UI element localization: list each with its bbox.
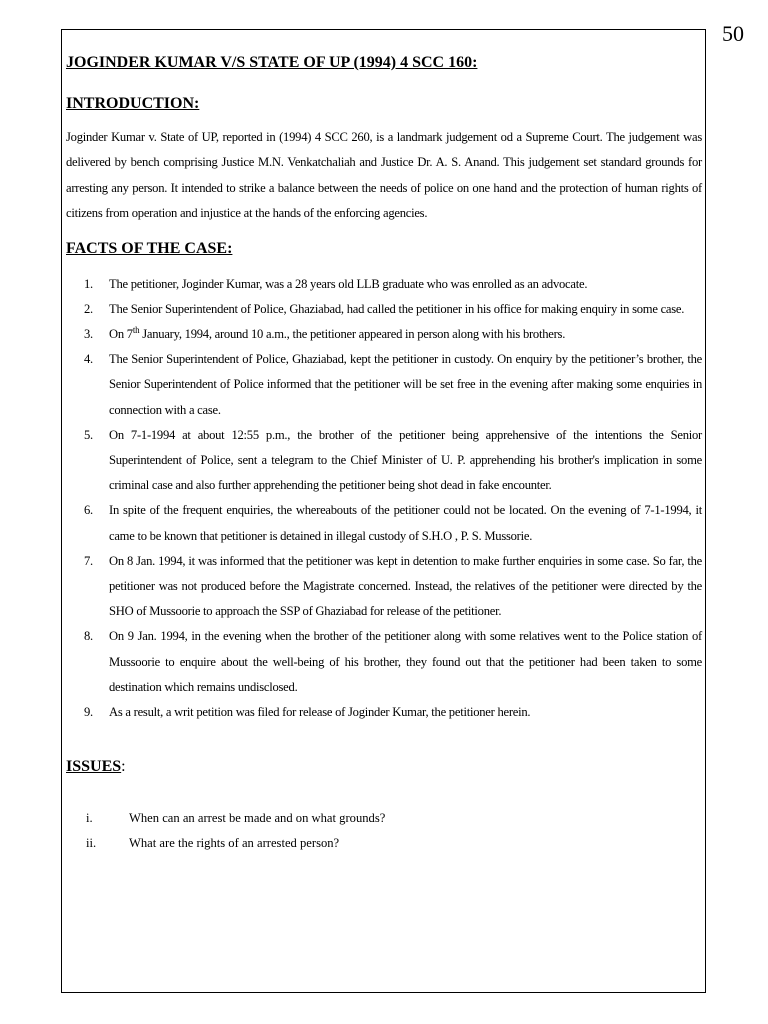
facts-list [66,272,702,726]
case-title: JOGINDER KUMAR V/S STATE OF UP (1994) 4 SCC 160: [66,54,478,71]
fact-item-5 [66,423,702,499]
fact-text: On 9 Jan. 1994, in the evening when the brother of the petitioner along with some relatives went to the Police station of Mussoorie to enquire about the well-being of his brother, they found out that the petitioner had been taken to some destination which remains undisclosed. [109,629,702,694]
fact-text-end: January, 1994, around 10 a.m., the petitioner appeared in person along with his brothers. [139,327,566,342]
issue-item-1 [66,806,702,831]
fact-number: 2. [84,301,93,316]
issues-list [66,806,702,856]
fact-number: 4. [84,352,93,367]
ordinal-suffix: th [132,324,140,335]
fact-text: On 8 Jan. 1994, it was informed that the petitioner was kept in detention to make further enquiries in some case. So far, the petitioner was not produced before the Magistrate concerned. Instead, the relatives of the petitioner were directed by the SHO of Mussoorie to approach the SSP of Ghaziabad for release of the petitioner. [109,553,702,619]
issues-heading-line [66,756,702,778]
fact-number: 6. [84,503,93,518]
fact-number: 7. [84,553,93,568]
issue-text: What are the rights of an arrested person? [129,836,340,851]
introduction-paragraph: Joginder Kumar v. State of UP, reported in (1994) 4 SCC 260, is a landmark judgement od a Supreme Court. The judgement was delivered by bench comprising Justice M.N. Venkatchaliah and Justice Dr. A. S. Anand. This judgement set standard grounds for arresting any person. It intended to strike a balance between the needs of police on one hand and the protection of human rights of citizens from operation and injustice at the hands of the enforcing agencies. [66,130,702,221]
fact-item-6 [66,498,702,548]
issue-number: ii. [86,836,97,851]
fact-item-7 [66,549,702,625]
fact-item-3 [66,322,702,347]
fact-number: 9. [84,705,93,720]
fact-number: 8. [84,629,93,644]
issue-number: i. [86,811,93,826]
fact-text: On 7-1-1994 at about 12:55 p.m., the brother of the petitioner being apprehensive of the intentions the Senior Superintendent of Police, sent a telegram to the Chief Minister of U. P. apprehending his brother's implication in some criminal case and also further apprehending the petitioner being shot dead in fake encounter. [109,427,702,493]
fact-text: As a result, a writ petition was filed for release of Joginder Kumar, the petitioner herein. [109,705,531,720]
fact-text: The Senior Superintendent of Police, Ghaziabad, kept the petitioner in custody. On enquiry by the petitioner’s brother, the Senior Superintendent of Police informed that the petitioner will be set free in the evening after making some enquiries in connection with a case. [109,352,702,417]
fact-number: 1. [84,276,93,291]
fact-item-2 [66,297,702,322]
fact-number: 5. [84,427,93,442]
fact-text-start: On 7 [109,327,133,342]
fact-text: In spite of the frequent enquiries, the whereabouts of the petitioner could not be located. On the evening of 7-1-1994, it came to be known that petitioner is detained in illegal custody of S.H.O , P. S. Mussorie. [109,503,702,543]
fact-item-8 [66,624,702,700]
page-number: 50 [722,21,744,46]
issue-text: When can an arrest be made and on what grounds? [129,811,386,826]
fact-item-1 [66,272,702,297]
fact-text: The Senior Superintendent of Police, Ghaziabad, had called the petitioner in his office for making enquiry in some case. [109,301,685,316]
fact-item-9 [66,700,702,725]
fact-item-4 [66,347,702,423]
issue-item-2 [66,831,702,856]
issues-heading-colon: : [121,758,126,776]
fact-text: The petitioner, Joginder Kumar, was a 28 years old LLB graduate who was enrolled as an advocate. [109,276,588,291]
issues-heading: ISSUES [66,758,122,776]
document-body [66,50,702,857]
facts-heading: FACTS OF THE CASE: [66,239,233,257]
introduction-heading: INTRODUCTION: [66,95,200,112]
fact-number: 3. [84,327,93,342]
